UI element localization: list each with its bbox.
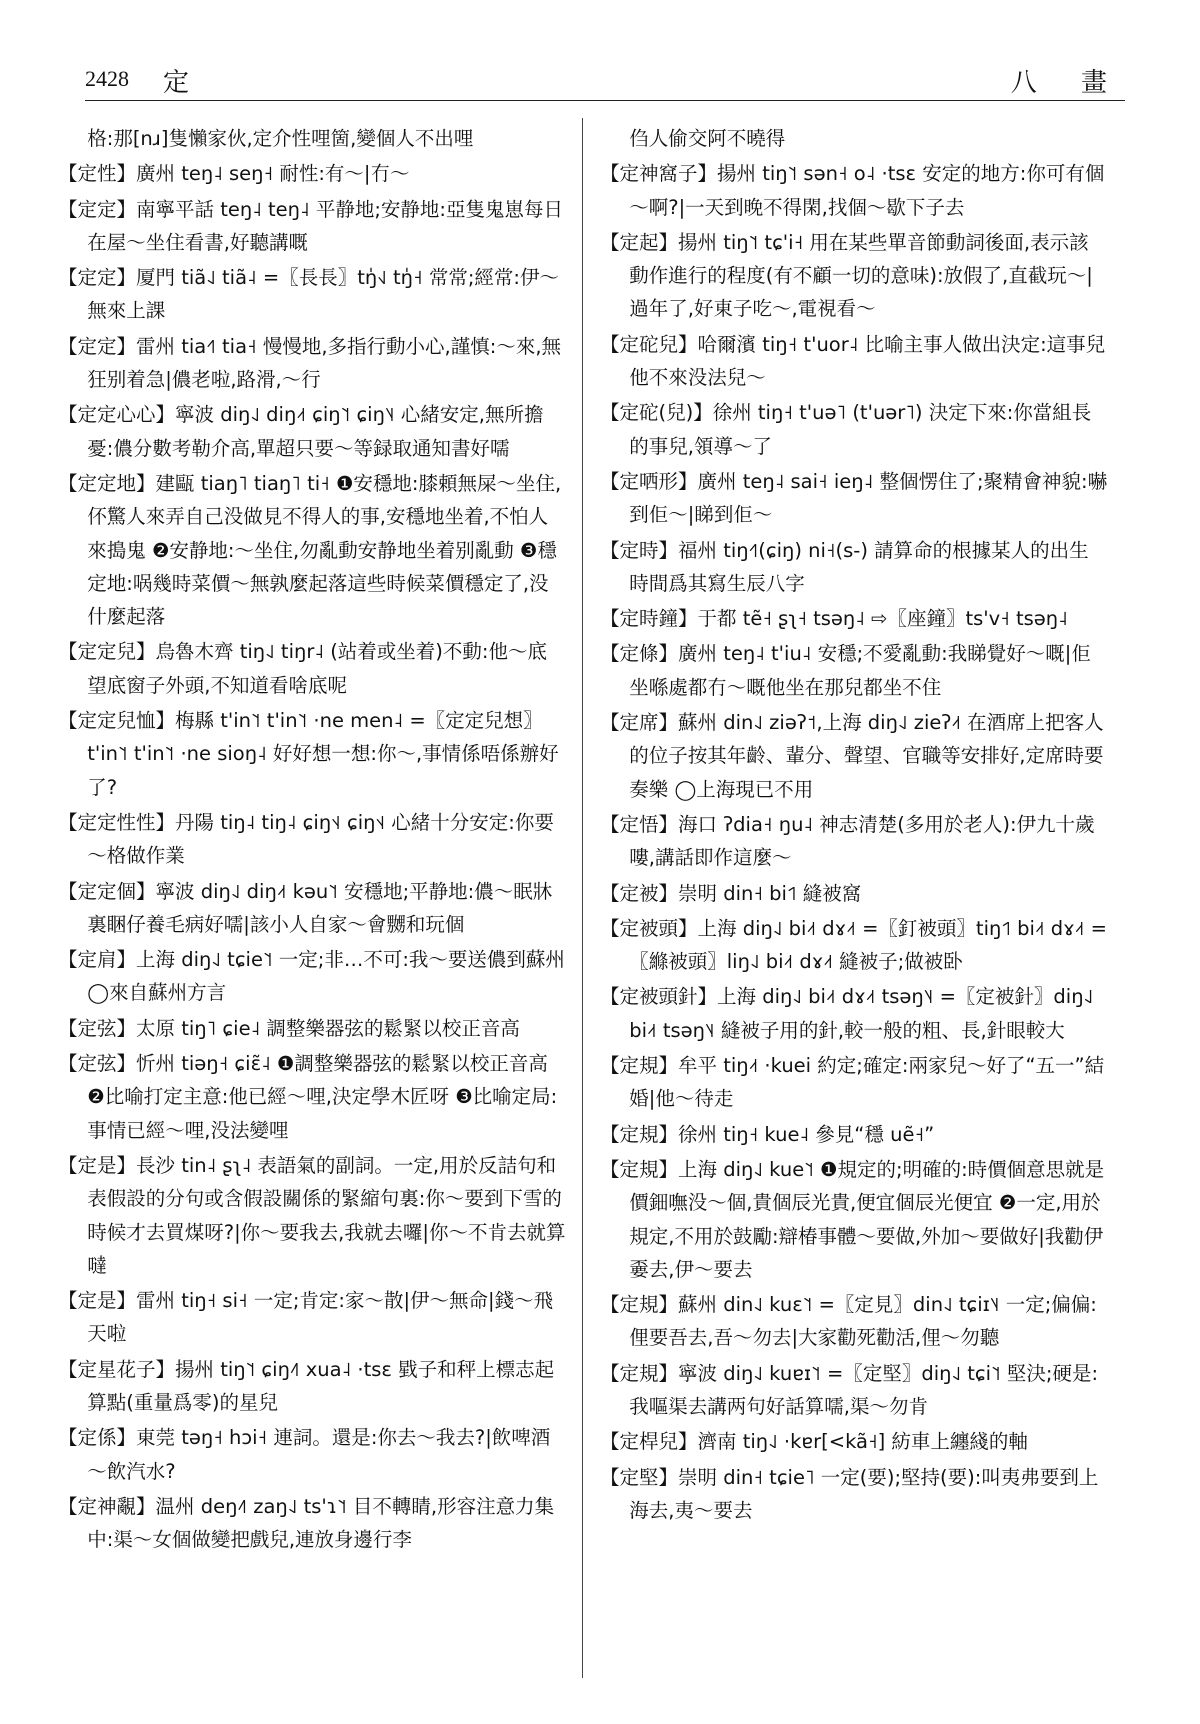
page-header (85, 58, 1125, 102)
dictionary-entry: 【定神窩子】揚州 tiŋ˥˦ sən˧ o˨ ·tsɛ 安定的地方:你可有個～啊?|一天到晚不得閑,找個～歇下子去 (600, 162, 1105, 219)
dictionary-entry: 【定定個】寧波 diŋ˨˩ diŋ˨˦ kəu˥˦ 安穩地;平静地:儂～眠牀裏睏仔養毛病好嚅|該小人自家～會嬲和玩個 (58, 879, 553, 936)
dictionary-entry: 【定定性性】丹陽 tiŋ˨ tiŋ˨ ɕiŋ˦˨ ɕiŋ˦˨ 心緒十分安定:你要～格做作業 (58, 810, 554, 868)
dictionary-entry: 【定定地】建甌 tiaŋ˥ tiaŋ˥ ti˧ ❶安穩地:膝頼無屎～坐住,伓驚人來弄自己没做見不得人的事,安穩地坐着,不怕人來搗鬼 ❷安静地:～坐住,勿亂動安静地坐着别亂動 ❸穩定地:㖞幾時菜價～無孰麼起落這些時候菜價穩定了,没什麼起落 (58, 471, 562, 629)
dictionary-entry: 【定弦】太原 tiŋ˥ ɕie˨ 調整樂器弦的鬆緊以校正音高 (58, 1016, 520, 1040)
dictionary-entry: 【定定兒恤】梅縣 t'in˥˦ t'in˥˦ ·ne men˨ =〖定定兒想〗t'in˥˦ t'in˥˦ ·ne sioŋ˨ 好好想一想:你～,事情係唔係辦好了? (58, 709, 559, 799)
dictionary-entry: 【定時】福州 tiŋ˧˥(ɕiŋ) ni˧(s-) 請算命的根據某人的出生時間爲其寫生辰八字 (600, 538, 1089, 595)
dictionary-entry: 【定悟】海口 ʔdia˧ ŋu˨ 神志清楚(多用於老人):伊九十歲嘍,講話即作這麼～ (600, 812, 1095, 870)
dictionary-entry: 㑇人偷交阿不曉得 (629, 127, 786, 150)
page-number: 2428 (85, 66, 129, 91)
dictionary-entry: 【定被頭針】上海 diŋ˨˩ bi˨˦ dɤ˨˦ tsəŋ˥˨ =〖定被針〗diŋ˨˩ bi˨˦ tsəŋ˥˨ 縫被子用的針,較一般的粗、長,針眼較大 (600, 985, 1094, 1042)
column-divider (582, 118, 583, 1678)
section-title: 八 畫 (1010, 68, 1125, 98)
dictionary-entry: 【定定】南寧平話 teŋ˨ teŋ˨ 平静地;安静地:亞隻鬼崽每日在屋～坐住看書,好聽講嘅 (58, 197, 563, 254)
dictionary-entry: 【定神覶】温州 deŋ˨˥ zaŋ˨˩ ts'ɿ˥˦ 目不轉睛,形容注意力集中:渠～女個做變把戲兒,連放身邊行李 (58, 1494, 555, 1552)
header-rule (85, 100, 1125, 101)
dictionary-entry: 【定規】上海 diŋ˨˩ kue˥˦ ❶規定的;明確的:時價個意思就是價鈿嘸没～個,貴個辰光貴,便宜個辰光便宜 ❷一定,用於規定,不用於鼓勵:辯椿事體～要做,外加～要做好|我勸伊嫑去,伊～要去 (600, 1157, 1105, 1281)
dictionary-entry: 【定是】長沙 tin˨ ʂʅ˨ 表語氣的副詞。一定,用於反詰句和表假設的分句或含假設關係的緊縮句裏:你～要到下雪的時候才去買煤呀?|你～要我去,我就去囉|你～不肯去就算噠 (58, 1153, 566, 1277)
dictionary-entry: 【定性】廣州 teŋ˨ seŋ˧ 耐性:有～|冇～ (58, 162, 410, 186)
right-column (600, 122, 1108, 1702)
dictionary-entry: 【定星花子】揚州 tiŋ˥˦ ɕiŋ˨˥ xua˨ ·tsɛ 戥子和秤上標志起算點(重量爲零)的星兒 (58, 1357, 555, 1414)
dictionary-entry: 【定砣(兒)】徐州 tiŋ˧ t'uə˥ (t'uər˥) 決定下來:你當組長的事兒,領導～了 (600, 401, 1092, 458)
dictionary-entry: 【定定兒】烏魯木齊 tiŋ˨˩ tiŋr˨ (站着或坐着)不動:他～底望底窗子外頭,不知道看啥底呢 (58, 640, 547, 697)
dictionary-entry: 【定砣兒】哈爾濱 tiŋ˧ t'uor˨ 比喻主事人做出決定:這事兒他不來没法兒～ (600, 332, 1106, 390)
dictionary-entry: 格:那[nɹ]隻懶家伙,定介性哩箇,變個人不出哩 (87, 127, 474, 150)
dictionary-entry: 【定條】廣州 teŋ˨ t'iu˨ 安穩;不愛亂動:我睇覺好～嘅|佢坐喺處都冇～嘅他坐在那兒都坐不住 (600, 642, 1091, 699)
dictionary-entry: 【定規】寧波 diŋ˨˩ kuɐɪ˥˦ =〖定堅〗diŋ˨˩ tɕi˥˦ 堅決;硬是:我嘔渠去講两句好話算嚅,渠～勿肯 (600, 1361, 1099, 1418)
dictionary-entry: 【定規】徐州 tiŋ˧ kue˨ 參見“穩 uẽ˧” (600, 1122, 935, 1146)
dictionary-entry: 【定定】雷州 tia˧˥ tia˧ 慢慢地,多指行動小心,謹慎:～來,無狂别着急|儂老啦,路滑,～行 (58, 334, 562, 392)
dictionary-entry: 【定堅】崇明 din˧ tɕie˥ 一定(要);堅持(要):叫夷弗要到上海去,夷～要去 (600, 1465, 1099, 1522)
left-column (58, 122, 566, 1702)
header-head-character: 定 (163, 68, 190, 98)
dictionary-entry: 【定係】東莞 təŋ˧ hɔi˧ 連詞。還是:你去～我去?|飲啤酒～飲汽水? (58, 1426, 551, 1483)
dictionary-entry: 【定定心心】寧波 diŋ˨˩ diŋ˨˦ ɕiŋ˥˦ ɕiŋ˥˨ 心緒安定,無所擔憂:儂分數考勒介高,單超只要～等録取通知書好嚅 (58, 403, 544, 460)
dictionary-entry: 【定哂形】廣州 teŋ˨ sai˧ ieŋ˨ 整個愣住了;聚精會神貌:嚇到佢～|睇到佢～ (600, 469, 1108, 527)
dictionary-entry: 【定規】蘇州 din˨˩ kuɛ˥˦ =〖定見〗din˨˩ tɕiɪ˥˨ 一定;偏偏:俚要吾去,吾～勿去|大家勸死勸活,俚～勿聽 (600, 1293, 1097, 1350)
dictionary-entry: 【定席】蘇州 din˨˩ ziəʔ˦,上海 diŋ˨˩ zieʔ˨˦ 在酒席上把客人的位子按其年齡、輩分、聲望、官職等安排好,定席時要奏樂 ◯上海現已不用 (600, 711, 1104, 801)
dictionary-entry: 【定起】揚州 tiŋ˥˦ tɕ'i˧ 用在某些單音節動詞後面,表示該動作進行的程度(有不顧一切的意味):放假了,直截玩～|過年了,好東子吃～,電視看～ (600, 230, 1093, 321)
dictionary-entry: 【定規】牟平 tiŋ˨˦ ·kuei 約定;確定:兩家兒～好了“五一”結婚|他～待走 (600, 1054, 1105, 1111)
dictionary-entry: 【定定】厦門 tiã˨˩ tiã˨ =〖長長〗tŋ̍˧˩ tŋ̍˧ 常常;經常:伊～無來上課 (58, 266, 559, 323)
dictionary-entry: 【定是】雷州 tiŋ˧ si˧ 一定;肯定:家～散|伊～無命|錢～飛天啦 (58, 1289, 554, 1346)
dictionary-entry: 【定肩】上海 diŋ˨˩ tɕie˥˦ 一定;非…不可:我～要送儂到蘇州 ◯來自蘇州方言 (58, 948, 565, 1005)
dictionary-entry: 【定弦】忻州 tiəŋ˧ ɕiɛ̃˨ ❶調整樂器弦的鬆緊以校正音高 ❷比喻打定主意:他已經～哩,決定學木匠呀 ❸比喻定局:事情已經～哩,没法變哩 (58, 1052, 558, 1142)
dictionary-entry: 【定被】崇明 din˧ bi˦˥ 縫被窩 (600, 881, 862, 905)
dictionary-entry: 【定被頭】上海 diŋ˨˩ bi˨˦ dɤ˨˦ =〖釘被頭〗tiŋ˦˥ bi˨˦ dɤ˨˦ =〖縧被頭〗liŋ˨˩ bi˨˦ dɤ˨˦ 縫被子;做被卧 (600, 916, 1107, 974)
dictionary-entry: 【定桿兒】濟南 tiŋ˨˩ ·kɐr[<kã˧] 紡車上纏綫的軸 (600, 1430, 1028, 1454)
dictionary-entry: 【定時鐘】于都 tẽ˧ ʂʅ˧ tsəŋ˨ ⇨〖座鐘〗ts'v˧ tsəŋ˨ (600, 607, 1068, 631)
